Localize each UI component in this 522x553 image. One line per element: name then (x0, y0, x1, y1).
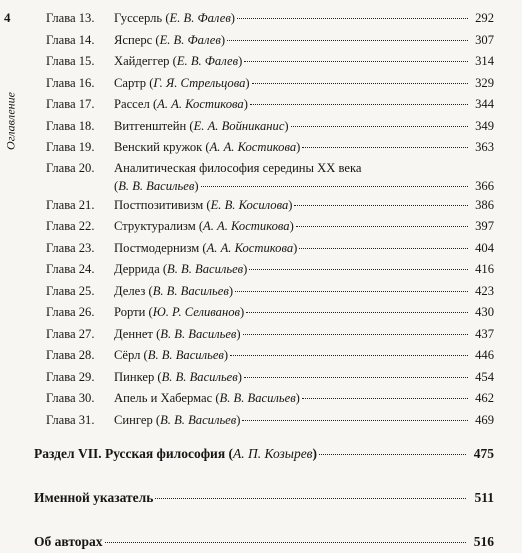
toc-chapter-entry[interactable]: Глава 14. Ясперс (Е. В. Фалев) 307 (34, 30, 494, 52)
page-ref: 314 (475, 54, 494, 68)
toc-chapter-entry[interactable]: Глава 31. Сингер (В. В. Васильев) 469 (34, 410, 494, 432)
chapter-author: Е. В. Фалев (159, 32, 221, 47)
toc-chapter-entry[interactable]: Глава 15. Хайдеггер (Е. В. Фалев) 314 (34, 51, 494, 73)
dot-leader (252, 83, 468, 84)
chapter-author: В. В. Васильев (161, 369, 238, 384)
dot-leader (302, 398, 468, 399)
toc-chapter-entry[interactable]: Глава 16. Сартр (Г. Я. Стрельцова) 329 (34, 73, 494, 95)
toc-chapter-entry[interactable]: Глава 25. Делез (В. В. Васильев) 423 (34, 281, 494, 303)
chapter-number: Глава 13. (46, 11, 95, 25)
dot-leader (296, 226, 468, 227)
toc-chapter-entry[interactable]: Глава 29. Пинкер (В. В. Васильев) 454 (34, 367, 494, 389)
chapter-number: Глава 27. (46, 326, 95, 341)
chapter-number: Глава 21. (46, 197, 95, 212)
chapter-author: А. А. Костикова (209, 140, 297, 154)
dot-leader (250, 104, 468, 105)
dot-leader (227, 40, 468, 41)
chapter-title: Апель и Хабермас (114, 391, 213, 405)
chapter-number: Глава 19. (46, 140, 95, 154)
page-ref: 430 (475, 305, 494, 319)
table-of-contents (34, 8, 494, 553)
page-ref: 329 (475, 75, 494, 90)
chapter-author: В. В. Васильев (152, 283, 229, 298)
chapter-number: Глава 23. (46, 240, 95, 255)
chapter-title: Деррида (114, 262, 160, 276)
chapter-author: Е. А. Войниканис (193, 118, 285, 133)
toc-chapter-entry[interactable]: Глава 26. Рорти (Ю. Р. Селиванов) 430 (34, 302, 494, 324)
chapter-number: Глава 22. (46, 219, 95, 233)
page-ref: 511 (474, 490, 494, 505)
page-ref: 454 (475, 369, 494, 384)
chapter-number: Глава 28. (46, 348, 95, 362)
dot-leader (319, 454, 466, 455)
chapter-title: Постмодернизм (114, 240, 200, 255)
chapter-title: Рорти (114, 305, 146, 319)
page-ref: 516 (473, 534, 494, 549)
page-ref: 469 (475, 412, 494, 427)
page-ref: 363 (475, 140, 494, 154)
chapter-title: Хайдеггер (114, 54, 170, 68)
chapter-author: Ю. Р. Селиванов (152, 305, 240, 319)
page-ref: 307 (475, 32, 494, 47)
page-ref: 397 (475, 219, 494, 233)
toc-chapter-entry[interactable]: Глава 24. Деррида (В. В. Васильев) 416 (34, 259, 494, 281)
chapter-number: Глава 14. (46, 32, 95, 47)
dot-leader (299, 248, 468, 249)
dot-leader (201, 186, 468, 187)
chapter-number: Глава 29. (46, 369, 95, 384)
toc-chapter-entry[interactable]: Глава 19. Венский кружок (А. А. Костикова) 363 (34, 137, 494, 159)
chapter-title: Структурализм (114, 219, 196, 233)
chapter-title: Сингер (114, 412, 153, 427)
chapter-number: Глава 25. (46, 283, 95, 298)
chapter-author: А. А. Костикова (203, 219, 290, 233)
page-ref: 404 (475, 240, 494, 255)
dot-leader (242, 420, 468, 421)
chapter-number: Глава 26. (46, 305, 95, 319)
chapter-number: Глава 15. (46, 54, 95, 68)
chapter-author: А. А. Костикова (206, 240, 294, 255)
dot-leader (302, 147, 468, 148)
chapter-title: Аналитическая философия середины XX века (114, 160, 362, 175)
page-ref: 349 (475, 118, 494, 133)
chapter-author: Е. В. Фалев (176, 54, 239, 68)
chapter-title: Пинкер (114, 369, 155, 384)
toc-chapter-entry[interactable]: Глава 20. Аналитическая философия середины XX века (В. В. Васильев) 366 (46, 160, 494, 193)
page-ref: 462 (475, 391, 494, 405)
toc-chapter-entry[interactable]: Глава 27. Деннет (В. В. Васильев) 437 (34, 324, 494, 346)
chapter-title: Ясперс (114, 32, 153, 47)
chapter-number: Глава 16. (46, 75, 95, 90)
chapter-title: Витгенштейн (114, 118, 187, 133)
toc-index-entry[interactable]: Именной указатель 511 (34, 487, 494, 509)
chapter-author: Е. В. Фалев (169, 11, 231, 25)
dot-leader (246, 312, 468, 313)
page-ref: 446 (475, 348, 494, 362)
chapter-author: В. В. Васильев (147, 348, 224, 362)
chapter-number: Глава 17. (46, 97, 95, 111)
chapter-title: Постпозитивизм (114, 197, 204, 212)
dot-leader (244, 377, 468, 378)
page-ref: 437 (475, 326, 494, 341)
toc-section-entry[interactable]: Раздел VII. Русская философия (А. П. Козырев) 475 (34, 443, 494, 465)
chapter-author: Г. Я. Стрельцова (153, 75, 246, 90)
chapter-author: В. В. Васильев (160, 412, 237, 427)
chapter-number: Глава 20. (46, 160, 95, 175)
chapter-author: В. В. Васильев (118, 178, 195, 193)
chapter-title: Сёрл (114, 348, 141, 362)
toc-chapter-entry[interactable]: Глава 18. Витгенштейн (Е. А. Войниканис) 349 (34, 116, 494, 138)
chapter-number: Глава 31. (46, 412, 95, 427)
toc-chapter-entry[interactable]: Глава 28. Сёрл (В. В. Васильев) 446 (34, 345, 494, 367)
dot-leader (249, 269, 468, 270)
dot-leader (244, 61, 468, 62)
dot-leader (105, 542, 466, 543)
dot-leader (291, 126, 468, 127)
dot-leader (243, 334, 468, 335)
chapter-number: Глава 18. (46, 118, 95, 133)
chapter-title: Гуссерль (114, 11, 163, 25)
chapter-author: В. В. Васильев (160, 326, 237, 341)
toc-chapter-entry[interactable]: Глава 13. Гуссерль (Е. В. Фалев) 292 (34, 8, 494, 30)
toc-chapter-entry[interactable]: Глава 17. Рассел (А. А. Костикова) 344 (34, 94, 494, 116)
chapter-title: Рассел (114, 97, 150, 111)
dot-leader (294, 205, 468, 206)
toc-chapter-entry[interactable]: Глава 21. Постпозитивизм (Е. В. Косилова) 386 (34, 195, 494, 217)
page-number: 4 (4, 10, 11, 25)
chapter-list (34, 8, 494, 431)
toc-chapter-entry[interactable]: Глава 30. Апель и Хабермас (В. В. Васильев) 462 (34, 388, 494, 410)
page-ref: 366 (475, 178, 494, 193)
page-ref: 416 (475, 262, 494, 276)
page-ref: 475 (473, 446, 494, 461)
dot-leader (235, 291, 468, 292)
page-ref: 386 (475, 197, 494, 212)
chapter-author: В. В. Васильев (167, 262, 244, 276)
chapter-author: А. А. Костикова (157, 97, 244, 111)
chapter-author: Е. В. Косилова (210, 197, 289, 212)
page-ref: 344 (475, 97, 494, 111)
dot-leader (237, 18, 468, 19)
chapter-title: Венский кружок (114, 140, 203, 154)
page-ref: 423 (475, 283, 494, 298)
toc-chapter-entry[interactable]: Глава 23. Постмодернизм (А. А. Костикова) 404 (34, 238, 494, 260)
chapter-title: Делез (114, 283, 146, 298)
chapter-number: Глава 24. (46, 262, 95, 276)
chapter-title: Деннет (114, 326, 153, 341)
toc-about-entry[interactable]: Об авторах 516 (34, 531, 494, 553)
page-ref: 292 (475, 11, 494, 25)
chapter-number: Глава 30. (46, 391, 95, 405)
chapter-title: Сартр (114, 75, 147, 90)
dot-leader (230, 355, 468, 356)
toc-chapter-entry[interactable]: Глава 22. Структурализм (А. А. Костикова) 397 (34, 216, 494, 238)
chapter-author: В. В. Васильев (219, 391, 296, 405)
dot-leader (155, 498, 466, 499)
running-head: Оглавление (3, 92, 18, 150)
